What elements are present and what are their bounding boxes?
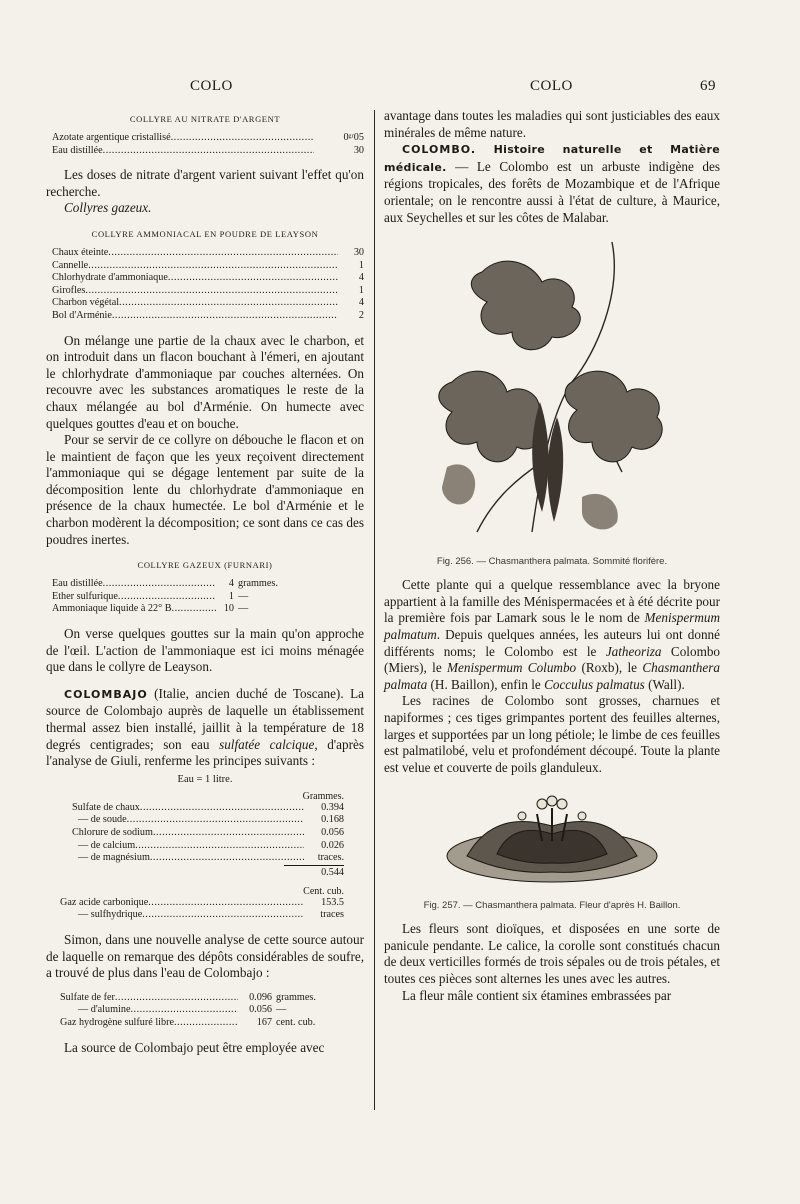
recipe-row: Charbon végétal ..... 4 [52, 297, 364, 310]
paragraph: On verse quelques gouttes sur la main qu'on approche de l'œil. L'action de l'ammoniaque est ici moins ménagée que dans le collyre de Leayson. [46, 626, 364, 675]
recipe-nitrate [52, 132, 364, 157]
paragraph: Les doses de nitrate d'argent varient suivant l'effet qu'on recherche. [46, 167, 364, 199]
paragraph: La source de Colombajo peut être employée avec [64, 1039, 325, 1055]
recipe-row: Bol d'Arménie ..... 2 [52, 310, 364, 323]
analysis-unit: Grammes. [302, 790, 344, 802]
column-divider [374, 110, 375, 1110]
gas-row: — sulfhydrique ..... traces [60, 909, 344, 922]
recipe-row: Eau distillée ..... 4 grammes. [52, 578, 294, 591]
recipe-row: Ether sulfurique ..... 1 — [52, 591, 294, 604]
gas-row: Gaz acide carbonique ..... 153.5 [60, 897, 344, 910]
recipe-leayson [52, 247, 364, 323]
analysis-basis: Eau = 1 litre. [177, 773, 233, 785]
paragraph: Les fleurs sont dioïques, et disposées en une sorte de panicule pendante. Le calice, la corolle sont constitués chacun de deux verticilles formés de trois sépales ou de trois pétales, et toutes ces pièces sont alternes les unes avec les autres. [384, 921, 720, 987]
recipe-row: Chlorhydrate d'ammoniaque ..... 4 [52, 272, 364, 285]
analysis-row: — de magnésium ..... traces. [72, 852, 344, 865]
simon-row: Gaz hydrogène sulfuré libre ..... 167 cent. cub. [60, 1017, 334, 1030]
page-number: 69 [700, 78, 716, 94]
running-head-right: COLO [530, 78, 573, 94]
entry-heading: COLOMBAJO [64, 687, 148, 701]
figure-256-caption: Fig. 256. — Chasmanthera palmata. Sommité florifère. [436, 556, 668, 568]
paragraph: On mélange une partie de la chaux avec le charbon, et on introduit dans un flacon bouchant à l'émeri, en ajoutant le chlorhydrate d'ammoniaque par couches alternées. On recouvre avec les substances aromatiques le reste de la chaux mélangée au bol d'Arménie. On humecte avec quelques gouttes d'eau et on bouche. [46, 332, 364, 431]
figure-257-flower-illustration [437, 786, 667, 896]
recipe-title-nitrate: COLLYRE AU NITRATE D'ARGENT [129, 114, 281, 124]
running-head-left: COLO [190, 78, 233, 94]
recipe-row: Azotate argentique cristallisé ..... 0ᵍʳ05 [52, 132, 364, 145]
analysis-total: 0.544 [284, 865, 344, 878]
recipe-row: Ammoniaque liquide à 22° B ..... 10 — [52, 603, 294, 616]
figure-256-plant-illustration [422, 232, 682, 552]
page-header [0, 78, 800, 102]
paragraph: avantage dans toutes les maladies qui sont justiciables des eaux minérales de même nature. [384, 108, 720, 140]
right-column [384, 108, 720, 1004]
recipe-title-furnari: COLLYRE GAZEUX (FURNARI) [137, 560, 273, 571]
paragraph-colombajo: COLOMBAJO (Italie, ancien duché de Toscane). La source de Colombajo auprès de laquelle un établissement thermal assez bien installé, jaillit à la température de 18 degrés centigrades; son eau sulfatée calcique, d'après l'analyse de Giuli, renferme les principes suivants : [46, 685, 364, 769]
recipe-row: Chaux éteinte ..... 30 [52, 247, 364, 260]
paragraph: Les racines de Colombo sont grosses, charnues et napiformes ; ces tiges grimpantes portent des feuilles alternes, larges et supportées par un long pétiole; le limbe de ces feuilles est palmatilobé, velu et profondément découpé. Toute la plante est velue et couverte de poils glanduleux. [384, 693, 720, 775]
paragraph-colombo: COLOMBO. Histoire naturelle et Matière médicale. — Le Colombo est un arbuste indigène des régions tropicales, des forêts de Mozambique et de l'Afrique orientale; on le rencontre aussi à l'état de culture, à Maurice, aux Seychelles et sur les côtes de Malabar. [384, 143, 720, 225]
analysis-row: — de soude ..... 0.168 [72, 814, 344, 827]
paragraph: La fleur mâle contient six étamines embrassées par [402, 987, 672, 1003]
recipe-furnari [52, 578, 294, 616]
analysis-row: Sulfate de chaux ..... 0.394 [72, 802, 344, 815]
entry-heading: COLOMBO. [402, 143, 477, 157]
simon-row: Sulfate de fer ..... 0.096 grammes. [60, 992, 334, 1005]
figure-257-caption: Fig. 257. — Chasmanthera palmata. Fleur d'après H. Baillon. [423, 900, 681, 912]
left-column [46, 108, 364, 1056]
paragraph-taxonomy: Cette plante qui a quelque ressemblance avec la bryone appartient à la famille des Ménispermacées et à été décrite pour la première fois par Lamark sous le le nom de Menispermum palmatum. Depuis quelques années, les auteurs lui ont donné différents noms; le Colombo est le Jatheoriza Colombo (Miers), le Menispermum Columbo (Roxb), le Chasmanthera palmata (H. Baillon), enfin le Cocculus palmatus (Wall). [384, 577, 721, 692]
recipe-title-leayson: COLLYRE AMMONIACAL EN POUDRE DE LEAYSON [91, 228, 319, 239]
analysis-row: Chlorure de sodium ..... 0.056 [72, 827, 344, 840]
recipe-row: Eau distillée ..... 30 [52, 145, 364, 158]
paragraph: Pour se servir de ce collyre on débouche le flacon et on le maintient de façon que les yeux reçoivent directement l'ammoniaque qui se dégage lentement par suite de la décomposition lente du chlorhydrate d'ammoniaque en présence de la chaux humectée. Le bol d'Arménie et le charbon modèrent la décomposition; ce sont dans ce cas des poudres inertes. [46, 432, 364, 547]
recipe-row: Girofles ..... 1 [52, 285, 364, 298]
recipe-row: Cannelle ..... 1 [52, 260, 364, 273]
paragraph: Simon, dans une nouvelle analyse de cette source autour de laquelle on remarque des dépôts considérables de soufre, a trouvé de plus dans l'eau de Colombajo : [46, 931, 364, 981]
analysis-row: — de calcium ..... 0.026 [72, 840, 344, 853]
gas-table [60, 897, 344, 922]
analysis-table [72, 802, 344, 865]
simon-table [60, 992, 334, 1030]
section-heading: Collyres gazeux. [64, 200, 152, 216]
gas-unit: Cent. cub. [303, 885, 344, 897]
simon-row: — d'alumine ..... 0.056 — [60, 1004, 334, 1017]
